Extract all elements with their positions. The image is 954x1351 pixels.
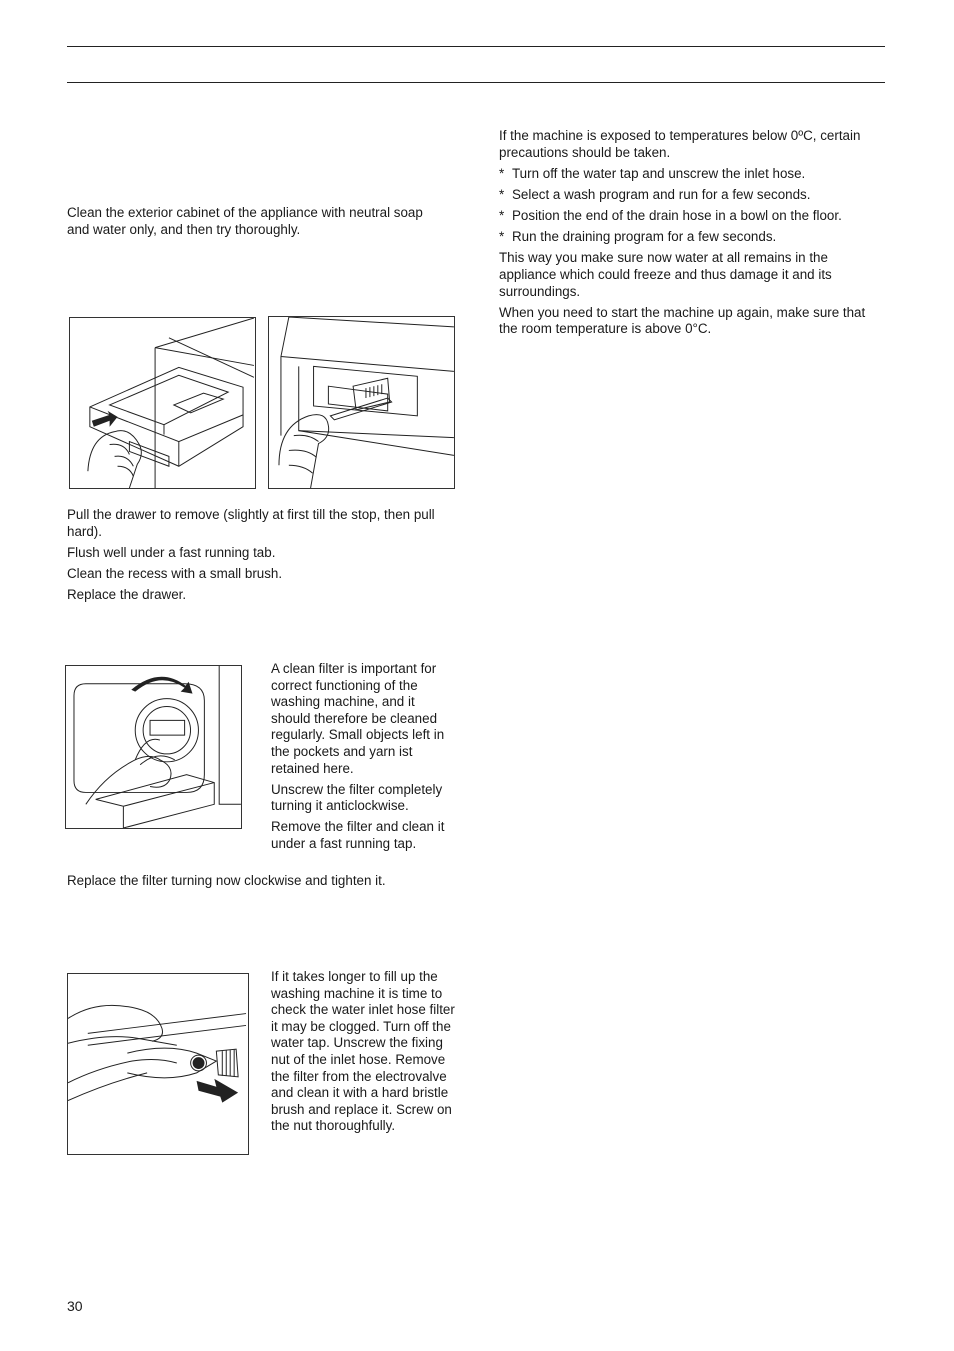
list-item: * Turn off the water tap and unscrew the inlet hose.: [499, 165, 806, 181]
filter-instructions: [271, 661, 455, 857]
header-rule-top: [67, 46, 885, 47]
filter-paragraph: Remove the filter and clean it under a fast running tap.: [271, 819, 445, 851]
recess-brush-illustration: [268, 316, 455, 489]
bullet-star-icon: *: [499, 229, 505, 245]
drain-filter-drawing: [66, 666, 241, 828]
frost-steps-list: [499, 166, 881, 246]
page-number: 30: [67, 1298, 83, 1314]
frost-restart-text: When you need to start the machine up again, make sure that the room temperature is above 0°C.: [499, 304, 866, 337]
inlet-hose-text: If it takes longer to fill up the washing machine it is time to check the water inlet hose filter it may be clogged. Turn off the water tap. Unscrew the fixing nut of the inlet hose. Remove the filter from the electrovalve and clean it with a hard bristle brush and replace it. Screw on the nut thoroughfully.: [271, 969, 455, 1134]
drain-filter-illustration: [65, 665, 242, 829]
drawer-step: Replace the drawer.: [67, 586, 187, 602]
inlet-hose-filter-illustration: [67, 973, 249, 1155]
frost-intro: If the machine is exposed to temperatures below 0ºC, certain precautions should be taken.: [499, 128, 861, 160]
frost-after-text: This way you make sure now water at all remains in the appliance which could freeze and thus damage it and its surroundings.: [499, 250, 832, 299]
drawer-step: Flush well under a fast running tab.: [67, 544, 276, 560]
drawer-step: Clean the recess with a small brush.: [67, 565, 283, 581]
frost-precautions: [499, 128, 881, 342]
drawer-instructions: [67, 507, 447, 608]
drawer-removal-illustration: [69, 317, 256, 489]
cabinet-cleaning-text: Clean the exterior cabinet of the appliance with neutral soap and water only, and then try thoroughly.: [67, 205, 423, 237]
list-item: * Run the draining program for a few seconds.: [499, 229, 777, 245]
drawer-removal-drawing: [70, 318, 255, 488]
inlet-hose-filter-drawing: [68, 974, 248, 1154]
recess-brush-drawing: [269, 317, 454, 488]
bullet-star-icon: *: [499, 165, 505, 181]
drawer-step: Pull the drawer to remove (slightly at first till the stop, then pull hard).: [67, 507, 435, 539]
list-item: * Select a wash program and run for a few seconds.: [499, 186, 811, 202]
filter-replace-text: Replace the filter turning now clockwise and tighten it.: [67, 873, 386, 888]
filter-paragraph: A clean filter is important for correct functioning of the washing machine, and it should therefore be cleaned regularly. Small objects left in the pockets and yarn ist retained here.: [271, 661, 445, 776]
filter-paragraph: Unscrew the filter completely turning it anticlockwise.: [271, 781, 443, 814]
bullet-star-icon: *: [499, 208, 505, 224]
header-rule-bottom: [67, 82, 885, 83]
bullet-star-icon: *: [499, 186, 505, 202]
list-item: * Position the end of the drain hose in a bowl on the floor.: [499, 208, 842, 224]
